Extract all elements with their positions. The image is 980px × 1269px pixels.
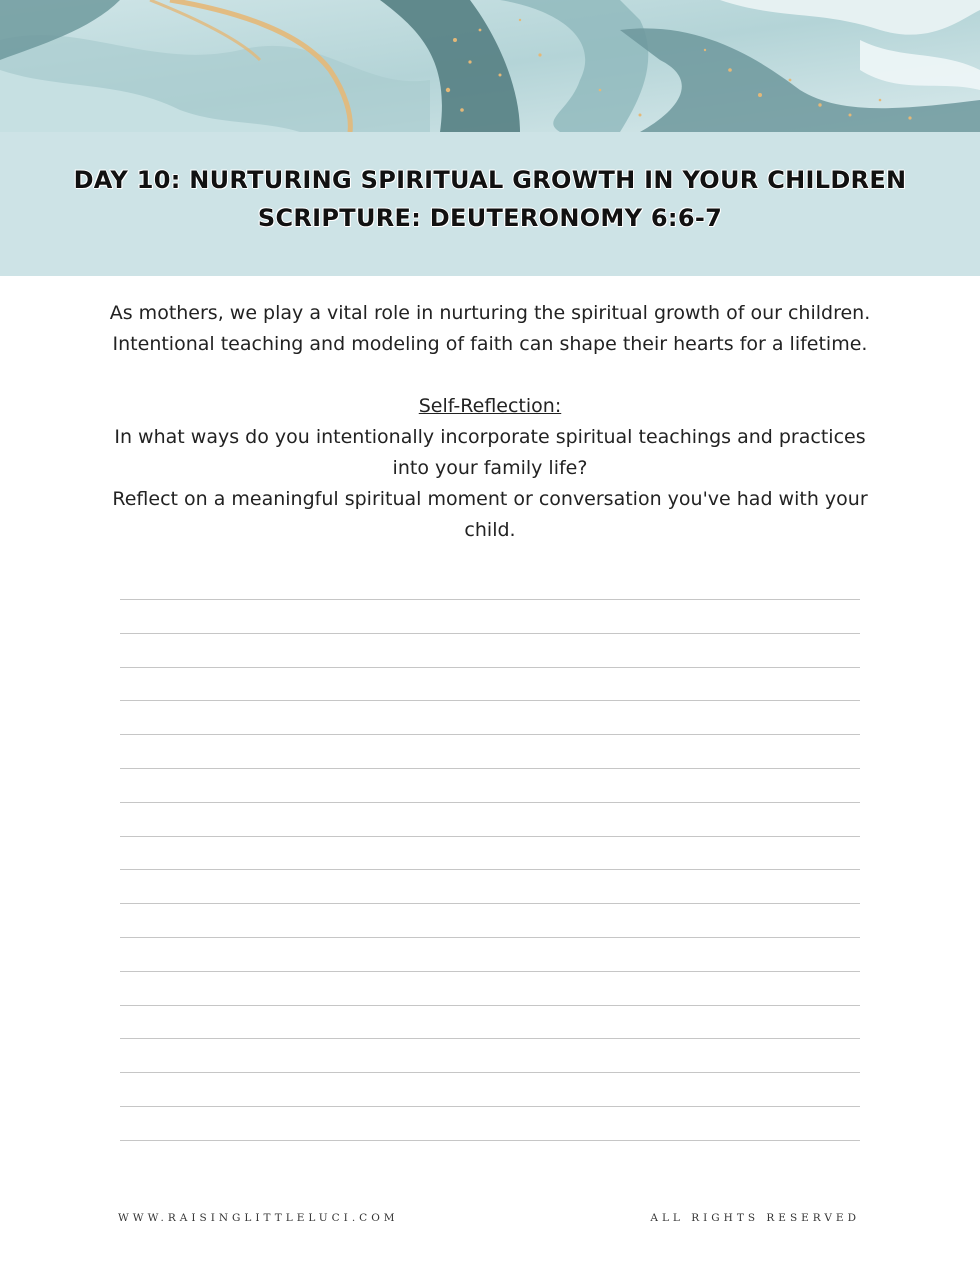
intro-line: As mothers, we play a vital role in nurturing the spiritual growth of our children. (109, 302, 871, 324)
writing-line[interactable] (120, 768, 860, 769)
title-band (0, 132, 980, 276)
website-url: WWW.RAISINGLITTLELUCI.COM (118, 1212, 399, 1224)
reflection-question-line: Reflect on a meaningful spiritual moment or conversation you've had with your (112, 488, 868, 510)
writing-line[interactable] (120, 633, 860, 634)
writing-line[interactable] (120, 734, 860, 735)
writing-line[interactable] (120, 1038, 860, 1039)
reflection-question-line: child. (464, 519, 516, 541)
rights-notice: ALL RIGHTS RESERVED (650, 1212, 860, 1224)
writing-line[interactable] (120, 1106, 860, 1107)
self-reflection-heading: Self-Reflection: (418, 395, 562, 417)
writing-line[interactable] (120, 903, 860, 904)
writing-line[interactable] (120, 1072, 860, 1073)
writing-line[interactable] (120, 667, 860, 668)
self-reflection-section (90, 391, 890, 546)
writing-line[interactable] (120, 836, 860, 837)
writing-line[interactable] (120, 700, 860, 701)
writing-line[interactable] (120, 1140, 860, 1141)
writing-line[interactable] (120, 599, 860, 600)
writing-line[interactable] (120, 869, 860, 870)
writing-line[interactable] (120, 937, 860, 938)
marble-header-art (0, 0, 980, 132)
intro-line: Intentional teaching and modeling of faith can shape their hearts for a lifetime. (112, 333, 868, 355)
page-title: DAY 10: NURTURING SPIRITUAL GROWTH IN YOUR CHILDREN (73, 166, 907, 194)
writing-line[interactable] (120, 1005, 860, 1006)
marble-texture-image (0, 0, 980, 132)
intro-paragraph (90, 298, 890, 360)
writing-line[interactable] (120, 802, 860, 803)
writing-line[interactable] (120, 971, 860, 972)
reflection-question-line: into your family life? (392, 457, 588, 479)
reflection-question-line: In what ways do you intentionally incorporate spiritual teachings and practices (114, 426, 866, 448)
scripture-reference: SCRIPTURE: DEUTERONOMY 6:6-7 (257, 204, 723, 232)
